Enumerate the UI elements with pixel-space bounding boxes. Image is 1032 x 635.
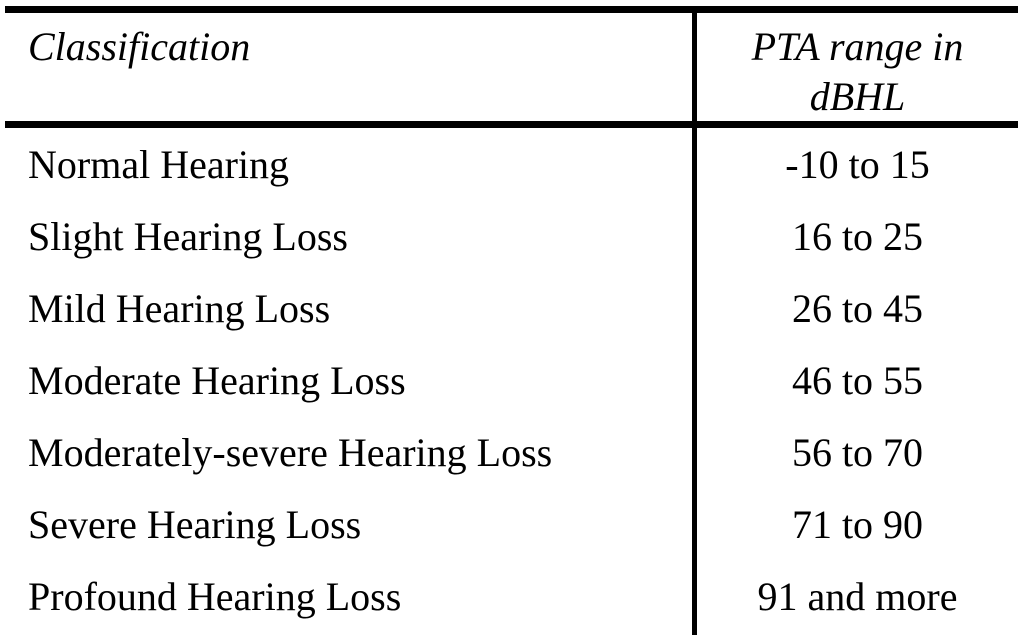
pta-range-cell: 16 to 25 [791,213,924,259]
pta-range-cell: 71 to 90 [791,501,924,547]
table-row [5,344,1018,416]
top-rule [5,6,1018,13]
classification-cell: Profound Hearing Loss [28,573,402,619]
classification-cell: Moderate Hearing Loss [28,357,406,403]
pta-range-cell: 26 to 45 [791,285,924,331]
classification-cell: Slight Hearing Loss [28,213,348,259]
pta-range-cell: 56 to 70 [791,429,924,475]
table-header-row [5,13,1018,121]
classification-cell: Normal Hearing [28,141,290,187]
header-pta-range-line1: PTA range in [751,24,964,69]
table-row [5,416,1018,488]
table-row [5,272,1018,344]
classification-cell: Moderately-severe Hearing Loss [28,429,553,475]
classification-cell: Severe Hearing Loss [28,501,362,547]
header-classification: Classification [28,24,251,69]
table-row [5,200,1018,272]
table-body [5,128,1018,632]
table-row [5,488,1018,560]
pta-range-cell: 46 to 55 [791,357,924,403]
header-rule [5,121,1018,128]
pta-range-cell: 91 and more [757,573,958,619]
header-pta-range [697,13,1018,121]
table-row [5,128,1018,200]
table-row [5,560,1018,632]
header-pta-range-line2: dBHL [809,74,906,119]
classification-cell: Mild Hearing Loss [28,285,331,331]
pta-range-cell: -10 to 15 [785,141,930,187]
